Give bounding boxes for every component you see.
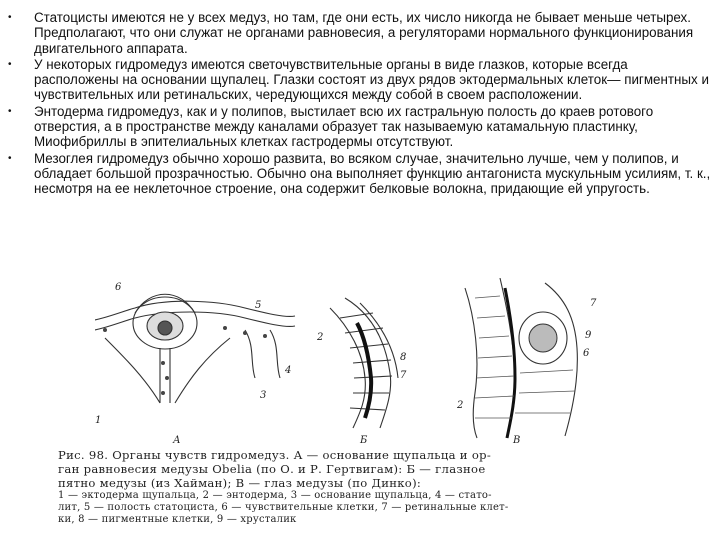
label-a-6: 6 <box>115 282 122 293</box>
caption-legend-line: лит, 5 — полость статоциста, 6 — чувствительные клетки, 7 — ретинальные клет- <box>58 502 509 513</box>
bullet-list <box>0 10 720 198</box>
label-c-7: 7 <box>590 298 597 309</box>
label-a-4: 4 <box>285 365 292 376</box>
label-c-9: 9 <box>585 330 592 341</box>
figure-caption <box>58 448 618 526</box>
bullet-dot-icon: • <box>8 105 12 117</box>
bullet-item <box>0 104 720 150</box>
bullet-dot-icon: • <box>8 58 12 70</box>
caption-legend-line: 1 — эктодерма щупальца, 2 — энтодерма, 3 — основание щупальца, 4 — стато- <box>58 490 492 501</box>
label-b-title: Б <box>360 435 368 446</box>
label-a-3: 3 <box>260 390 267 401</box>
bullet-item <box>0 151 720 197</box>
bullet-item <box>0 10 720 56</box>
caption-legend-line: ки, 8 — пигментные клетки, 9 — хрусталик <box>58 514 297 525</box>
bullet-item <box>0 57 720 103</box>
label-c-6: 6 <box>583 348 590 359</box>
label-a-5: 5 <box>255 300 262 311</box>
caption-line: ган равновесия медузы Obelia (по О. и Р. Гертвигам): Б — глазное <box>58 462 486 476</box>
bullet-text: Статоцисты имеются не у всех медуз, но там, где они есть, их число никогда не бывает меньше четырех. Предполагают, что они служат не органами равновесия, а регуляторами нормального функционирования двигательного аппарата. <box>34 10 694 56</box>
bullet-dot-icon: • <box>8 12 12 23</box>
bullet-dot-icon: • <box>8 152 12 164</box>
drawing-a <box>95 294 295 403</box>
label-a-1: 1 <box>95 415 102 426</box>
label-b-8: 8 <box>400 352 407 363</box>
bullet-text: Энтодерма гидромедуз, как и у полипов, выстилает всю их гастральную полость до краев ротового отверстия, а в пространстве между каналами образует так называемую катамальную пластинку, Миофибриллы в эпителиальных клетках гастродермы отсутствуют. <box>34 103 654 150</box>
label-c-title: В <box>513 435 521 446</box>
figure-drawing <box>95 278 635 448</box>
bullet-text: Мезоглея гидромедуз обычно хорошо развита, во всяком случае, значительно лучше, чем у полипов, и обладает большой прозрачностью. Обычно она выполняет функцию антагониста мускульным усилиям, т. к., несмотря на ее неклеточное строение, она содержит белковые волокна, придающие ей упругость. <box>34 150 711 197</box>
label-c-2: 2 <box>457 400 464 411</box>
label-a-title: А <box>173 435 181 446</box>
label-b-2: 2 <box>317 332 324 343</box>
caption-line: пятно медузы (из Хайман); В — глаз медузы (по Динко): <box>58 476 422 490</box>
caption-line: Рис. 98. Органы чувств гидромедуз. А — основание щупальца и ор- <box>58 448 492 462</box>
label-b-7: 7 <box>400 370 407 381</box>
bullet-text: У некоторых гидромедуз имеются светочувствительные органы в виде глазков, которые всегда расположены на основании щупалец. Глазки состоят из двух рядов эктодермальных клеток— пигментных и чувствительных или ретинальских, чередующихся между собой в своем расположении. <box>34 56 709 103</box>
drawing-b <box>330 298 398 428</box>
